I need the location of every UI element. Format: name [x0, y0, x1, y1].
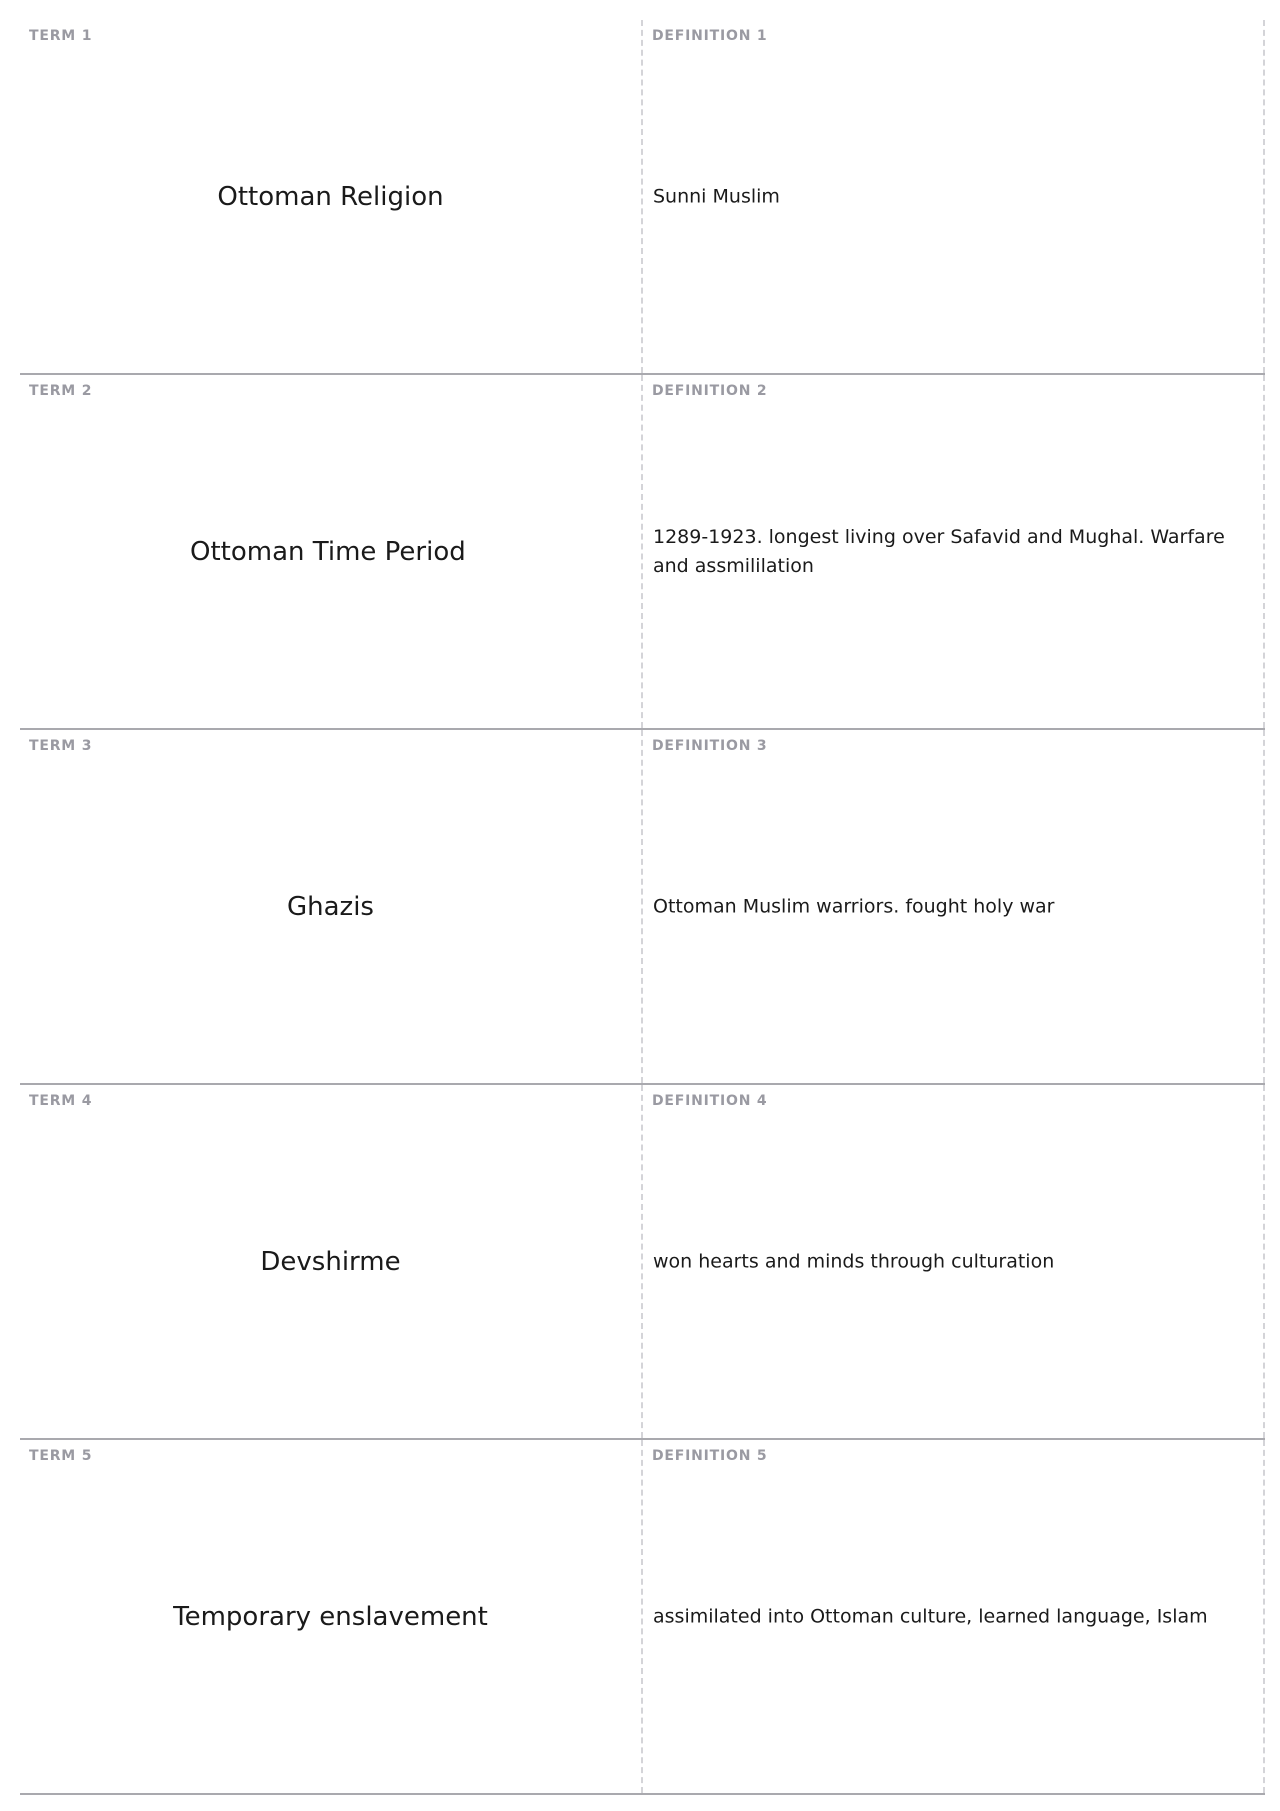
definition-label: DEFINITION 2	[652, 383, 768, 399]
term-text: Ghazis	[287, 891, 374, 922]
definition-label: DEFINITION 1	[652, 28, 768, 44]
definition-label: DEFINITION 3	[652, 738, 768, 754]
definition-label: DEFINITION 5	[652, 1448, 768, 1464]
term-cell	[20, 1440, 643, 1793]
definition-cell	[643, 375, 1265, 728]
definition-text: 1289-1923. longest living over Safavid and Mughal. Warfare and assmililation	[653, 525, 1225, 577]
flashcard-row-5	[20, 1440, 1265, 1795]
definition-cell	[643, 730, 1265, 1083]
definition-text: Ottoman Muslim warriors. fought holy war	[653, 895, 1055, 917]
definition-cell	[643, 1440, 1265, 1793]
flashcard-row-2	[20, 375, 1265, 730]
term-label: TERM 3	[29, 738, 93, 754]
flashcard-row-1	[20, 20, 1265, 375]
term-text: Ottoman Time Period	[190, 536, 466, 567]
term-label: TERM 4	[29, 1093, 93, 1109]
term-text: Ottoman Religion	[217, 181, 444, 212]
term-cell	[20, 1085, 643, 1438]
definition-text: assimilated into Ottoman culture, learned language, Islam	[653, 1605, 1208, 1627]
definition-cell	[643, 20, 1265, 373]
term-text: Temporary enslavement	[173, 1601, 488, 1632]
term-label: TERM 5	[29, 1448, 93, 1464]
term-cell	[20, 375, 643, 728]
flashcard-row-3	[20, 730, 1265, 1085]
term-label: TERM 2	[29, 383, 93, 399]
term-cell	[20, 730, 643, 1083]
term-text: Devshirme	[260, 1246, 401, 1277]
term-label: TERM 1	[29, 28, 93, 44]
definition-text: Sunni Muslim	[653, 185, 780, 207]
flashcard-sheet	[20, 20, 1265, 1795]
term-cell	[20, 20, 643, 373]
definition-cell	[643, 1085, 1265, 1438]
flashcard-row-4	[20, 1085, 1265, 1440]
definition-text: won hearts and minds through culturation	[653, 1250, 1055, 1272]
definition-label: DEFINITION 4	[652, 1093, 768, 1109]
